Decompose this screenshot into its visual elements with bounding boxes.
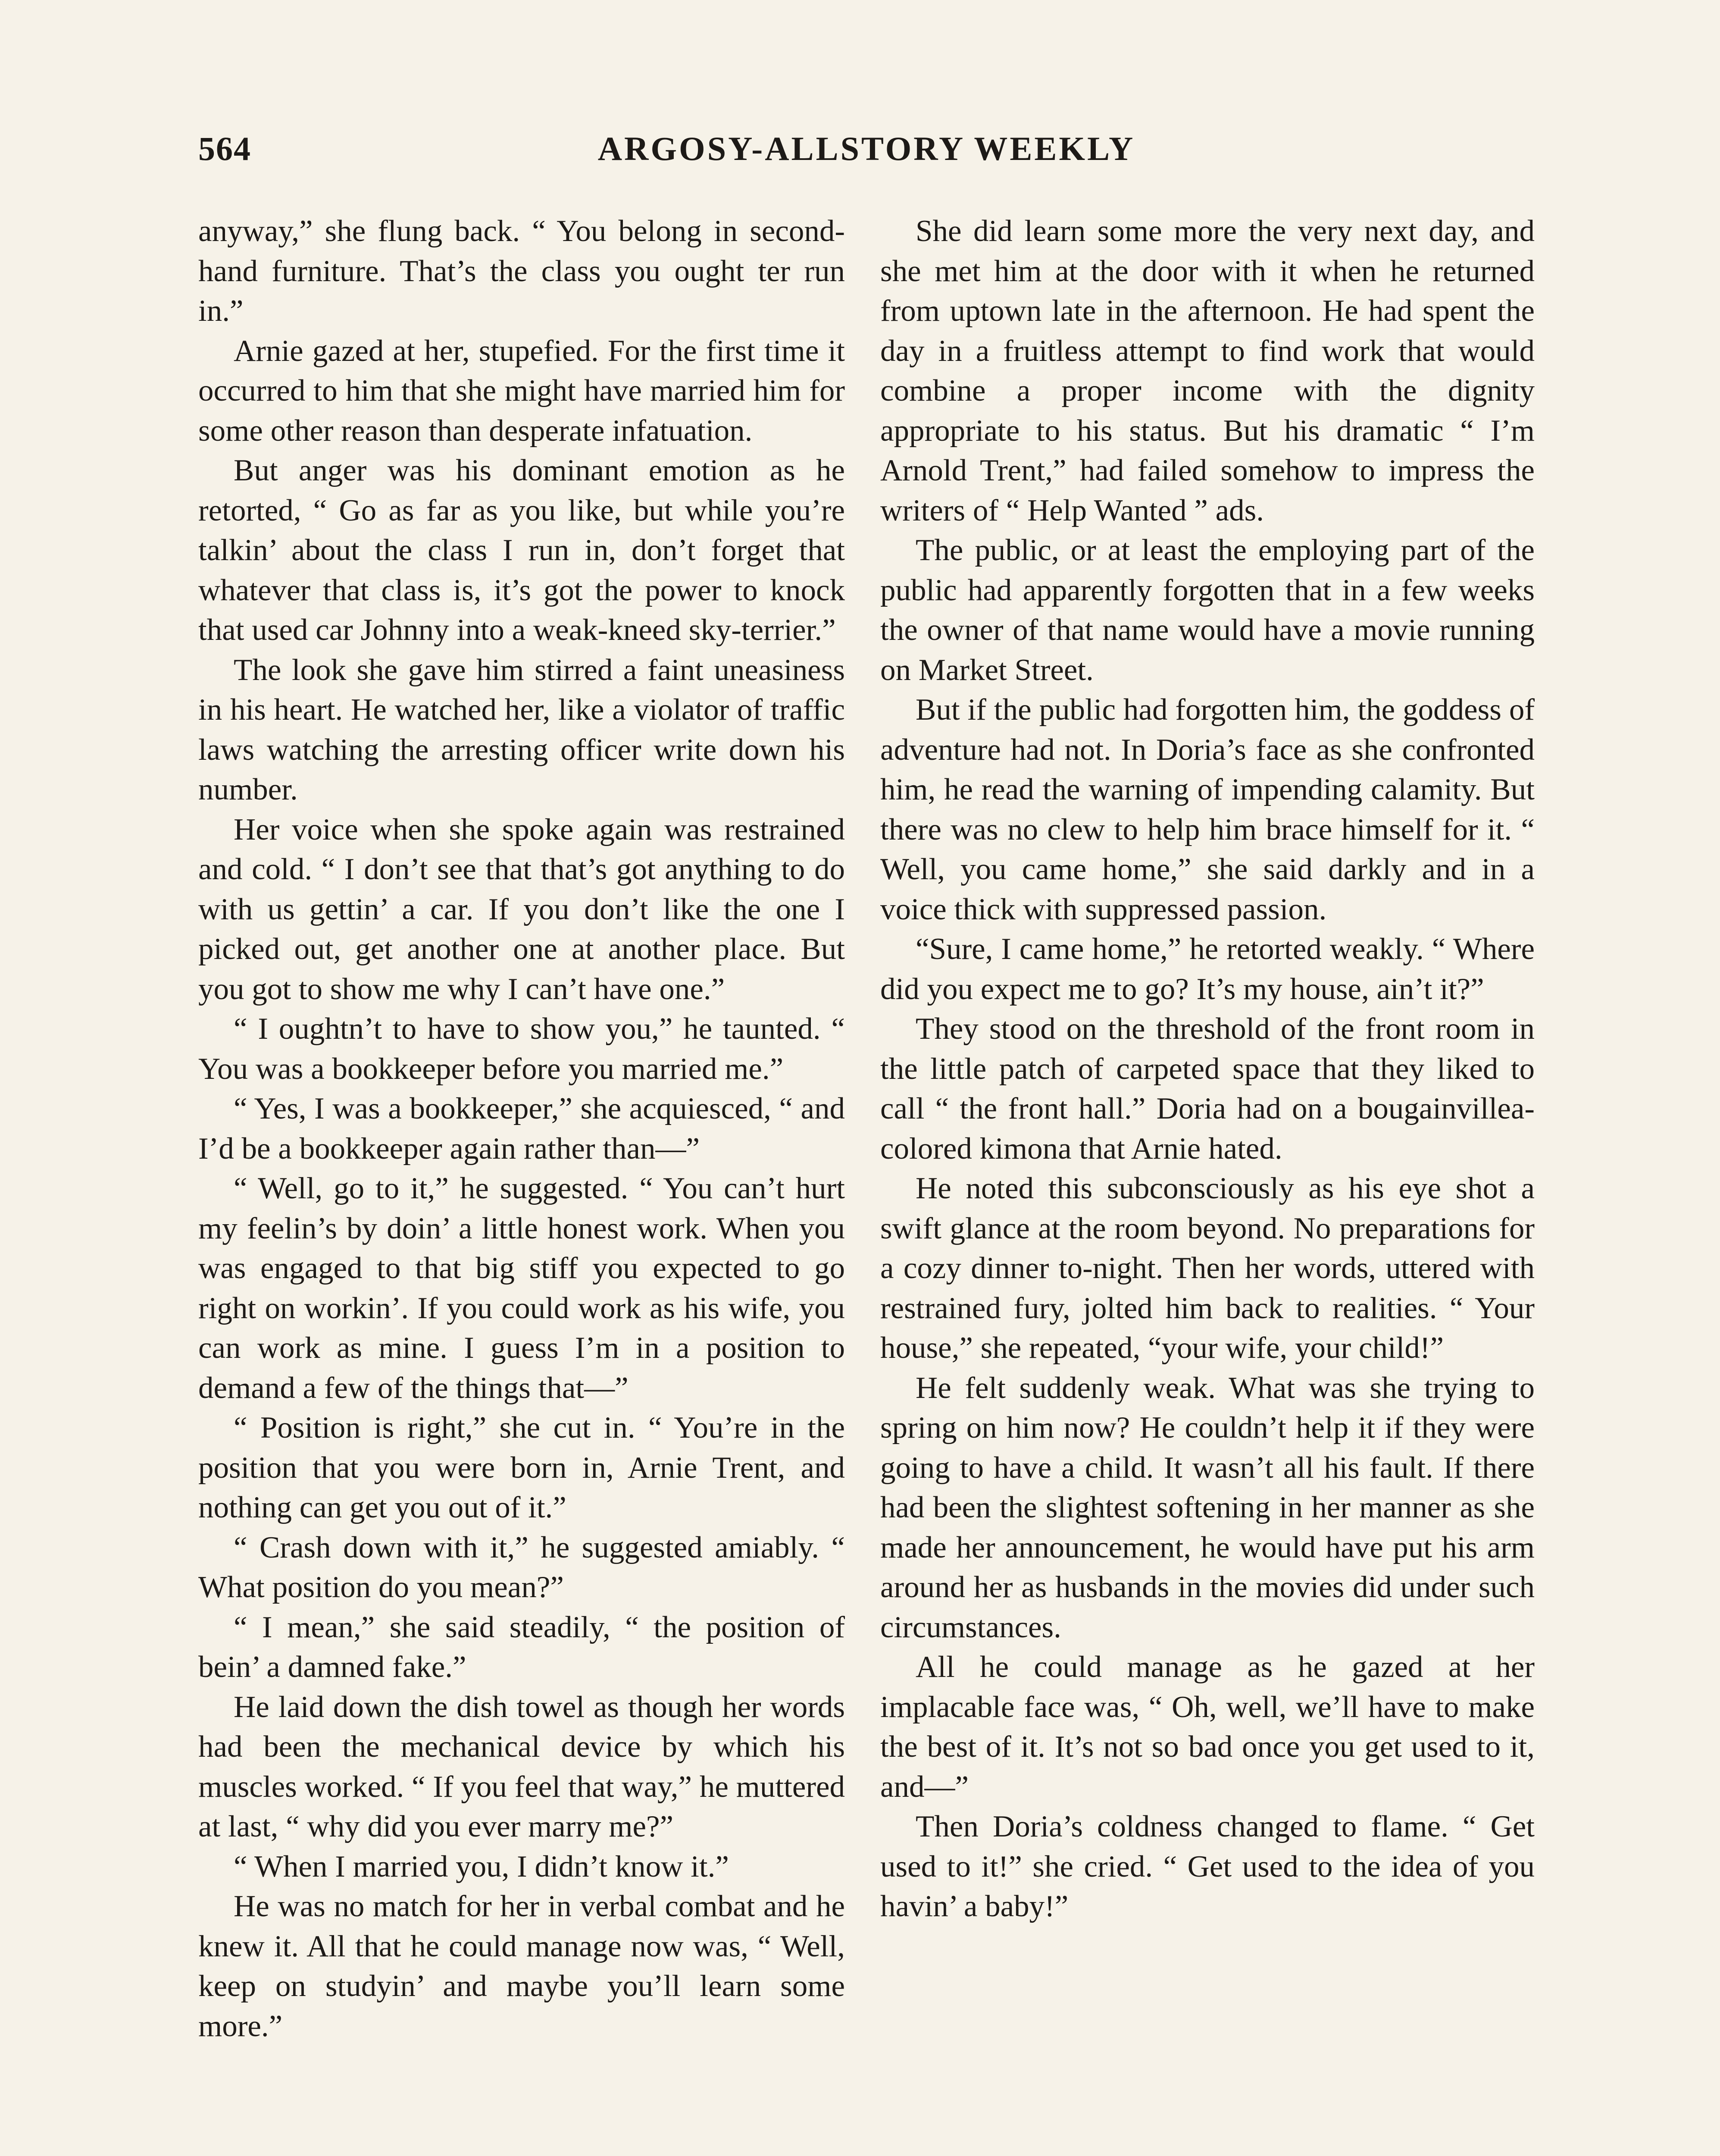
paragraph: “ Well, go to it,” he suggested. “ You can’t hurt my feelin’s by doin’ a little honest work. When you was engaged to that big stiff you expected to go right on workin’. If you could work as his wife, you can work as mine. I guess I’m in a position to demand a few of the things that—” [198,1172,845,1405]
paragraph: He was no match for her in verbal combat and he knew it. All that he could manage now was, “ Well, keep on studyin’ and maybe you’ll learn some more.” [198,1890,845,2043]
paragraph: She did learn some more the very next day, and she met him at the door with it when he returned from uptown late in the afternoon. He had spent the day in a fruitless attempt to find work that would combine a proper income with the dignity appropriate to his status. But his dramatic “ I’m Arnold Trent,” had failed somehow to impress the writers of “ Help Wanted ” ads. [880,214,1535,527]
paragraph: All he could manage as he gazed at her implacable face was, “ Oh, well, we’ll have to make the best of it. It’s not so bad once you get used to it, and—” [880,1650,1535,1804]
paragraph: “ When I married you, I didn’t know it.” [234,1849,729,1883]
paragraph: “ Position is right,” she cut in. “ You’re in the position that you were born in, Arnie Trent, and nothing can get you out of it.” [198,1411,845,1524]
paragraph: “ I oughtn’t to have to show you,” he taunted. “ You was a bookkeeper before you married me.” [198,1012,845,1086]
paragraph: The public, or at least the employing part of the public had apparently forgotten that in a few weeks the owner of that name would have a movie running on Market Street. [880,533,1535,687]
paragraph: He noted this subconsciously as his eye shot a swift glance at the room beyond. No preparations for a cozy dinner to-night. Then her words, uttered with restrained fury, jolted him back to realities. “ Your house,” she repeated, “your wife, your child!” [880,1172,1535,1365]
paragraph: He laid down the dish towel as though her words had been the mechanical device by which his muscles worked. “ If you feel that way,” he muttered at last, “ why did you ever marry me?” [198,1690,845,1843]
page-header [198,129,1535,181]
paragraph: But anger was his dominant emotion as he retorted, “ Go as far as you like, but while you’re talkin’ about the class I run in, don’t forget that whatever that class is, it’s got the power to knock that used car Johnny into a weak-kneed sky-terrier.” [198,454,845,647]
paragraph: Then Doria’s coldness changed to flame. “ Get used to it!” she cried. “ Get used to the idea of you havin’ a baby!” [880,1810,1535,1923]
left-column [198,211,845,2046]
paragraph: But if the public had forgotten him, the goddess of adventure had not. In Doria’s face as she confronted him, he read the warning of impending calamity. But there was no clew to help him brace himself for it. “ Well, you came home,” she said darkly and in a voice thick with suppressed passion. [880,693,1535,926]
page-number: 564 [198,130,251,167]
paragraph: “ Crash down with it,” he suggested amiably. “ What position do you mean?” [198,1530,845,1604]
paragraph: “Sure, I came home,” he retorted weakly. “ Where did you expect me to go? It’s my house, ain’t it?” [880,932,1535,1006]
paragraph: “ Yes, I was a bookkeeper,” she acquiesced, “ and I’d be a bookkeeper again rather than—” [198,1092,845,1166]
paragraph: He felt suddenly weak. What was she trying to spring on him now? He couldn’t help it if they were going to have a child. It wasn’t all his fault. If there had been the slightest softening in her manner as she made her announcement, he would have put his arm around her as husbands in the movies did under such circumstances. [880,1371,1535,1644]
right-column [880,211,1535,1927]
running-head: ARGOSY-ALLSTORY WEEKLY [597,130,1135,167]
paragraph: “ I mean,” she said steadily, “ the position of bein’ a damned fake.” [198,1610,845,1684]
paragraph: The look she gave him stirred a faint uneasiness in his heart. He watched her, like a violator of traffic laws watching the arresting officer write down his number. [198,653,845,806]
paragraph: Arnie gazed at her, stupefied. For the first time it occurred to him that she might have married him for some other reason than desperate infatuation. [198,334,845,448]
paragraph: Her voice when she spoke again was restrained and cold. “ I don’t see that that’s got anything to do with us gettin’ a car. If you don’t like the one I picked out, get another one at another place. But you got to show me why I can’t have one.” [198,812,845,1006]
paragraph: anyway,” she flung back. “ You belong in second-hand furniture. That’s the class you ought ter run in.” [198,214,845,328]
paragraph: They stood on the threshold of the front room in the little patch of carpeted space that they liked to call “ the front hall.” Doria had on a bougainvillea-colored kimona that Arnie hated. [880,1012,1535,1166]
